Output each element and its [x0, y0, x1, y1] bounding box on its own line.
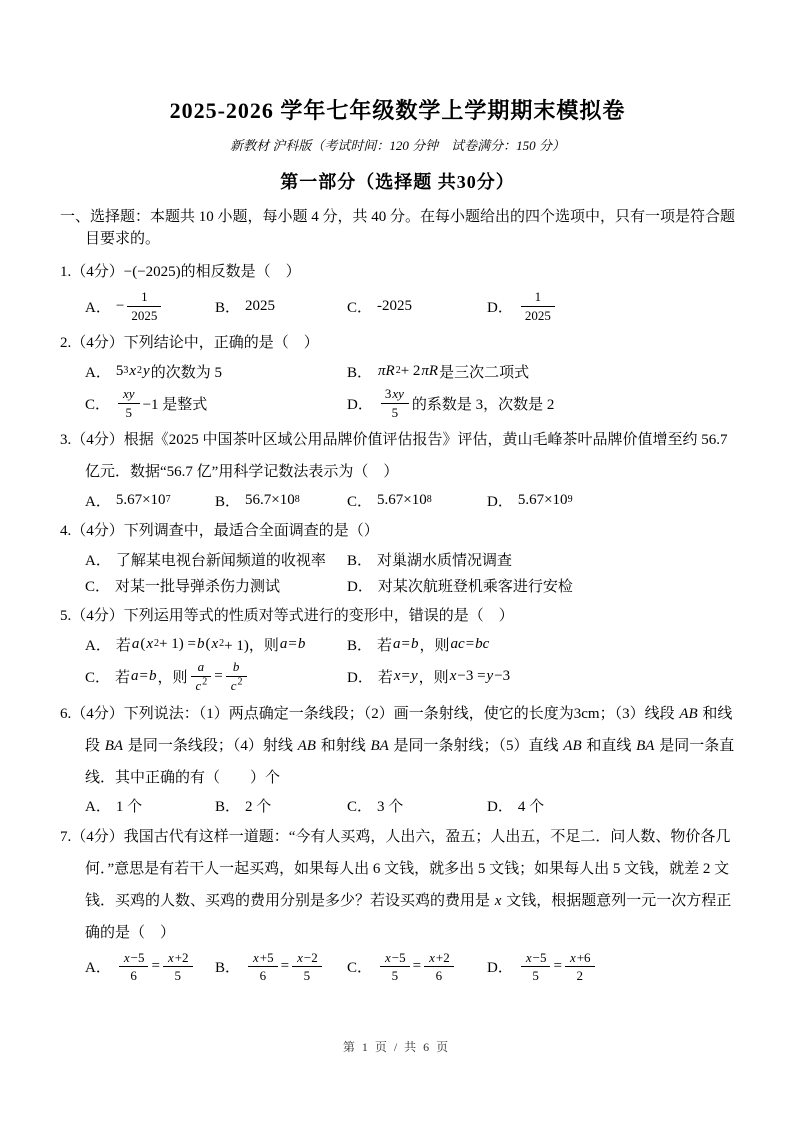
math-variable: x — [253, 949, 259, 965]
question-options — [85, 548, 735, 596]
fraction-numerator — [226, 659, 247, 677]
option-label: B． — [215, 299, 241, 316]
question-options — [85, 633, 735, 693]
option-body: $\frac{xy}{5}$ −1 是整式 — [115, 386, 207, 420]
fraction-numerator: 3xy — [381, 386, 409, 404]
fraction-numerator — [118, 386, 140, 404]
option-label: A． — [85, 637, 111, 654]
option-B — [347, 633, 735, 655]
option-A — [85, 795, 215, 817]
option-A — [85, 548, 347, 570]
option-label: D． — [487, 960, 513, 977]
option-label: A． — [85, 552, 111, 569]
paper-header — [60, 94, 735, 250]
math-fraction — [118, 386, 140, 420]
fraction-denominator: 6 — [130, 968, 137, 984]
option-body: 5 3 x 2 y 的次数为 5 — [115, 362, 222, 381]
option-body: 对巢湖水质情况调查 — [377, 552, 513, 569]
option-label: B． — [347, 552, 373, 569]
option-A — [85, 950, 215, 984]
option-A — [85, 489, 215, 511]
option-body: πR 2 + 2 πR 是三次二项式 — [378, 362, 530, 381]
option-label: C． — [347, 493, 373, 510]
option-label: D． — [347, 396, 373, 413]
question-stem: 2.（4分）下列结论中，正确的是（ ） — [60, 335, 319, 352]
fraction-denominator — [191, 677, 212, 694]
option-B — [215, 950, 347, 984]
math-variable: y — [143, 362, 150, 379]
fraction-denominator: 5 — [125, 404, 133, 420]
fraction-denominator: 2025 — [131, 307, 158, 323]
option-body: $\frac{x-5}{5}$ = $\frac{x+2}{6}$ — [377, 950, 457, 984]
math-fraction — [248, 950, 278, 984]
option-label: A． — [85, 799, 111, 816]
option-body: 5.67×10 9 — [517, 491, 573, 508]
question-list — [60, 256, 735, 984]
question-options — [85, 289, 735, 323]
option-label: B． — [215, 960, 241, 977]
fraction-denominator: 5 — [532, 968, 539, 984]
fraction-denominator: 5 — [391, 404, 399, 420]
fraction-numerator: x+6 — [565, 950, 595, 968]
option-label: D． — [487, 299, 513, 316]
fraction-denominator: 2 — [576, 968, 583, 984]
math-fraction — [521, 289, 555, 323]
math-variable: πR — [421, 362, 439, 379]
fraction-numerator: x+5 — [248, 950, 278, 968]
math-variable: AB — [679, 705, 698, 722]
question-7 — [60, 821, 735, 984]
math-variable: a — [131, 667, 139, 684]
option-body: 若 a = b ，则 ac = bc — [377, 635, 490, 654]
math-fraction — [565, 950, 595, 984]
option-C — [85, 574, 347, 596]
option-label: B． — [347, 637, 373, 654]
fraction-numerator: x+2 — [424, 950, 454, 968]
question-3 — [60, 424, 735, 511]
option-D — [487, 795, 735, 817]
option-body: 3 个 — [377, 799, 404, 816]
fraction-denominator: 5 — [174, 968, 181, 984]
math-fraction — [380, 950, 410, 984]
option-body: 1 个 — [115, 799, 143, 816]
fraction-numerator: x−2 — [292, 950, 322, 968]
option-D — [487, 489, 735, 511]
option-body — [518, 289, 558, 323]
math-variable: BA — [636, 737, 655, 754]
math-variable: AB — [297, 737, 316, 754]
option-D — [347, 386, 735, 420]
math-fraction — [226, 659, 247, 693]
question-options — [85, 360, 735, 420]
option-body: 5.67×10 7 — [115, 491, 171, 508]
option-B — [347, 360, 735, 382]
option-body: 对某一批导弹杀伤力测试 — [115, 578, 281, 595]
option-body: 对某次航班登机乘客进行安检 — [377, 578, 573, 595]
math-variable: b — [232, 659, 240, 675]
option-body: 2 个 — [245, 799, 272, 816]
math-variable: x — [393, 667, 401, 684]
option-body: $\frac{x+5}{6}$ = $\frac{x-2}{5}$ — [245, 950, 325, 984]
option-body: $\frac{x-5}{6}$ = $\frac{x+2}{5}$ — [116, 950, 196, 984]
question-2 — [60, 327, 735, 420]
option-label: C． — [347, 960, 373, 977]
option-body: 若 x = y ，则 x −3 = y −3 — [377, 667, 511, 686]
option-body: 若 a ( x 2 + 1) = b ( x 2 + 1)，则 a = b — [115, 635, 306, 654]
fraction-denominator — [226, 677, 247, 694]
math-variable: b — [196, 635, 205, 652]
question-5 — [60, 600, 735, 693]
math-variable: xy — [123, 386, 135, 402]
option-label: A． — [85, 493, 111, 510]
option-body: 4 个 — [517, 799, 545, 816]
math-fraction — [381, 386, 409, 420]
math-variable: a — [197, 659, 205, 675]
option-label: D． — [487, 493, 513, 510]
math-variable: x — [385, 949, 391, 965]
question-stem: 1.（4分）−(−2025)的相反数是（ ） — [60, 264, 301, 280]
math-variable: x — [449, 667, 457, 684]
option-C — [347, 295, 487, 317]
math-variable: ac — [450, 635, 465, 652]
fraction-denominator: 5 — [303, 968, 311, 984]
question-options — [85, 795, 735, 817]
math-variable: y — [486, 667, 494, 684]
option-C — [347, 950, 487, 984]
option-body: 2025 — [245, 297, 276, 314]
option-label: A． — [85, 299, 111, 316]
math-variable: y — [411, 667, 418, 684]
option-A — [85, 360, 347, 382]
math-fraction — [292, 950, 322, 984]
math-fraction — [127, 289, 161, 323]
option-A — [85, 289, 215, 323]
math-variable: c — [195, 677, 202, 693]
math-variable: x — [211, 635, 219, 652]
math-variable: x — [123, 949, 130, 965]
question-1 — [60, 256, 735, 323]
option-label: A． — [85, 960, 111, 977]
math-variable: x — [525, 949, 532, 965]
option-C — [347, 795, 487, 817]
math-fraction — [191, 659, 212, 693]
option-B — [347, 548, 735, 570]
option-label: C． — [85, 669, 111, 686]
math-variable: BA — [104, 737, 124, 754]
fraction-denominator: 2025 — [524, 307, 551, 323]
option-label: B． — [215, 493, 241, 510]
option-body: -2025 — [377, 297, 413, 314]
math-fraction — [424, 950, 454, 984]
math-variable: x — [167, 949, 174, 965]
math-exponent: 2 — [237, 676, 243, 688]
question-options — [85, 489, 735, 511]
fraction-numerator — [191, 659, 212, 677]
page-footer — [0, 1038, 793, 1055]
math-variable: x — [429, 949, 435, 965]
option-B — [215, 489, 347, 511]
option-label: B． — [215, 799, 241, 816]
option-label: D． — [487, 799, 513, 816]
fraction-denominator: 5 — [391, 968, 399, 984]
math-variable: a — [393, 635, 401, 652]
fraction-numerator: x+2 — [163, 950, 193, 968]
fraction-numerator: x−5 — [119, 950, 149, 968]
option-A — [85, 633, 347, 655]
option-body: $\frac{3xy}{5}$ 的系数是 3，次数是 2 — [378, 386, 555, 420]
option-label: D． — [347, 578, 373, 595]
math-variable: bc — [475, 635, 490, 652]
math-exponent: 2 — [202, 676, 208, 688]
option-body: − $\frac{1}{2025}$ — [116, 289, 164, 323]
option-label: C． — [85, 578, 111, 595]
option-D — [347, 665, 735, 687]
option-C — [347, 489, 487, 511]
option-label: C． — [85, 396, 111, 413]
fraction-denominator: 6 — [259, 968, 267, 984]
math-fraction — [119, 950, 149, 984]
option-D — [487, 289, 735, 323]
math-variable: BA — [370, 737, 389, 754]
math-variable: x — [494, 892, 502, 909]
option-B — [215, 795, 347, 817]
option-label: A． — [85, 364, 111, 381]
math-variable: a — [279, 635, 288, 652]
math-variable: b — [149, 667, 157, 684]
math-variable: a — [131, 635, 140, 652]
math-fraction — [521, 950, 551, 984]
option-C — [85, 659, 347, 693]
page-subtitle: 新教材 沪科版（考试时间：120 分钟 试卷满分：150 分） — [230, 138, 565, 153]
math-variable: c — [230, 677, 237, 693]
fraction-denominator: 6 — [435, 968, 443, 984]
math-variable: xy — [392, 386, 404, 402]
math-variable: x — [129, 362, 137, 379]
fraction-numerator: 1 — [521, 289, 555, 307]
math-fraction — [163, 950, 193, 984]
math-variable: πR — [378, 362, 395, 379]
math-variable: b — [411, 635, 419, 652]
option-D — [487, 950, 735, 984]
fraction-numerator: x−5 — [521, 950, 551, 968]
question-options — [85, 950, 735, 984]
option-body: 56.7×10 8 — [245, 491, 300, 508]
question-stem: 7.（4分）我国古代有这样一道题：“今有人买鸡，人出六，盈五；人出五，不足二．问人数、物价各几何．”意思是有若干人一起买鸡，如果每人出 6 文钱，就多出 5 文钱；如果每人出 5 文钱，就差 2 文钱．买鸡的人数、买鸡的费用分别是多少？若设买鸡的费用是 x 文钱，根据题意列一元一次方程正确的是（ ） — [60, 828, 732, 941]
option-C — [85, 386, 347, 420]
option-label: C． — [347, 299, 373, 316]
page-title: 2025-2026 学年七年级数学上学期期末模拟卷 — [169, 98, 626, 123]
option-B — [215, 295, 347, 317]
fraction-numerator: x−5 — [380, 950, 410, 968]
option-body: 若 a = b ，则 $\frac{a}{c^2}$ = $\frac{b}{c^2}$ — [115, 659, 250, 693]
question-6 — [60, 698, 735, 817]
option-label: D． — [347, 669, 373, 686]
math-variable: x — [569, 949, 576, 965]
fraction-numerator: 1 — [127, 289, 161, 307]
math-variable: AB — [563, 737, 582, 754]
math-variable: x — [297, 949, 303, 965]
page-number: 第 1 页 / 共 6 页 — [342, 1040, 451, 1054]
option-body: $\frac{x-5}{5}$ = $\frac{x+6}{2}$ — [518, 950, 598, 984]
option-label: B． — [347, 364, 373, 381]
section-heading: 第一部分（选择题 共30分） — [280, 172, 515, 192]
question-4 — [60, 515, 735, 596]
option-body: 了解某电视台新闻频道的收视率 — [115, 552, 326, 569]
section-instructions: 一、选择题：本题共 10 小题，每小题 4 分，共 40 分。在每小题给出的四个选项中，只有一项是符合题目要求的。 — [60, 209, 736, 247]
math-variable: b — [297, 635, 306, 652]
question-stem: 5.（4分）下列运用等式的性质对等式进行的变形中，错误的是（ ） — [60, 608, 514, 625]
option-body: 5.67×10 8 — [377, 491, 432, 508]
question-stem: 4.（4分）下列调查中，最适合全面调查的是（） — [60, 523, 379, 540]
question-stem: 3.（4分）根据《2025 中国茶叶区域公用品牌价值评估报告》评估，黄山毛峰茶叶品牌价值增至约 56.7 亿元．数据“56.7 亿”用科学记数法表示为（ ） — [60, 432, 728, 481]
question-stem: 6.（4分）下列说法：（1）两点确定一条线段；（2）画一条射线，使它的长度为3cm；（3）线段 AB 和线段 BA 是同一条线段；（4）射线 AB 和射线 BA 是同一条射线；（5）直线 AB 和直线 BA 是同一条直线．其中正确的有（ ）个 — [60, 705, 735, 786]
option-label: C． — [347, 799, 373, 816]
math-variable: x — [146, 635, 154, 652]
option-D — [347, 574, 735, 596]
